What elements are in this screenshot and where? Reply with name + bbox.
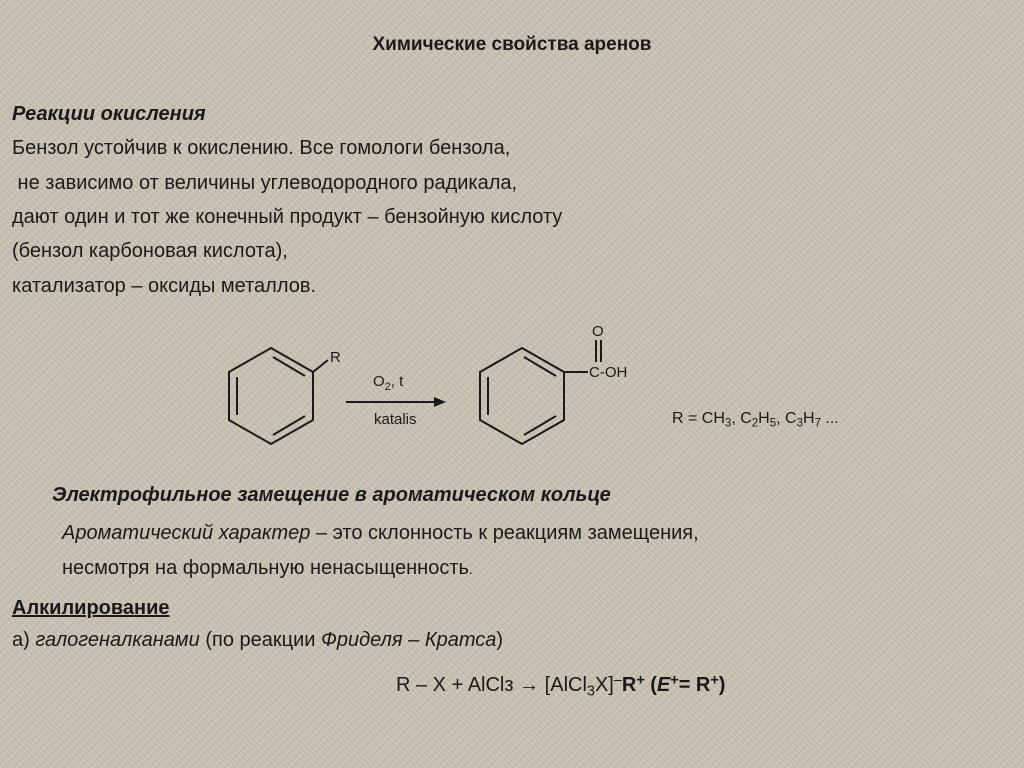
oxidation-text-line-5: катализатор – оксиды металлов. — [12, 275, 317, 297]
oxidation-text-line-1: Бензол устойчив к окислению. Все гомологи бензола, — [12, 137, 511, 159]
aromatic-character-term: Ароматический характер — [62, 522, 311, 544]
reaction-arrow-symbol: → — [519, 674, 540, 696]
substituent-r-label: R — [330, 349, 341, 366]
slide-title: Химические свойства аренов — [372, 34, 652, 55]
friedel-crafts-equation: R – X + AlClз → [AlCl$_3$X]–R+ (E+= R+) — [396, 672, 726, 700]
toluene-ring — [229, 348, 328, 444]
benzoic-acid-ring — [480, 340, 601, 444]
oxidation-reaction-scheme — [0, 318, 1024, 468]
reaction-arrow — [346, 397, 446, 407]
reagent-label: $O_2$, t — [373, 373, 404, 393]
oxidation-text-line-2: не зависимо от величины углеводородного радикала, — [12, 172, 518, 194]
oxidation-heading: Реакции окисления — [12, 103, 206, 125]
carbonyl-oxygen-label: O — [592, 323, 604, 340]
aromatic-character-line-2: несмотря на формальную ненасыщенность. — [62, 557, 473, 579]
alkylation-item-a: а) галогеналканами (по реакции Фриделя – Кратса) — [12, 629, 504, 651]
oxidation-text-line-4: (бензол карбоновая кислота), — [12, 240, 288, 262]
aromatic-character-definition: Ароматический характер – это склонность к реакциям замещения, — [62, 522, 699, 544]
carboxyl-group-label: C-OH — [589, 364, 628, 381]
catalyst-label: katalis — [374, 411, 417, 428]
alkylation-heading: Алкилирование — [12, 597, 170, 619]
electrophilic-substitution-heading: Электрофильное замещение в ароматическом кольце — [52, 484, 611, 506]
oxidation-text-line-3: дают один и тот же конечный продукт – бензойную кислоту — [12, 206, 563, 228]
substituent-list: $R = CH_3$, $C_2H_5$, $C_3H_7$ ... — [672, 410, 839, 430]
